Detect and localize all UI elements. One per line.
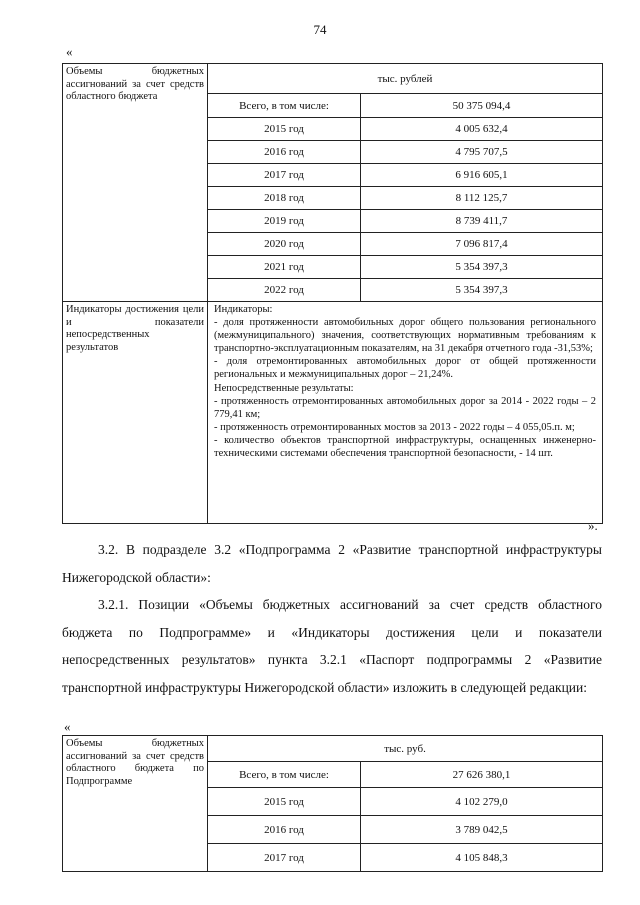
open-quote: « [66, 44, 73, 59]
value-cell: 5 354 397,3 [361, 279, 603, 302]
value-cell: 5 354 397,3 [361, 256, 603, 279]
indicators-label: Индикаторы достижения цели и показатели непосредственных результатов [63, 302, 208, 524]
value-cell: 4 795 707,5 [361, 141, 603, 164]
results-heading: Непосредственные результаты: [214, 382, 354, 394]
year-cell: 2015 год [208, 788, 361, 816]
subprogram-budget-label: Объемы бюджетных ассигнований за счет средств областного бюджета по Подпрограмме [63, 736, 208, 872]
year-cell: 2018 год [208, 187, 361, 210]
year-cell: Всего, в том числе: [208, 762, 361, 788]
indicators-heading: Индикаторы: [214, 304, 273, 315]
value-cell: 8 112 125,7 [361, 187, 603, 210]
value-cell: 27 626 380,1 [361, 762, 603, 788]
page-number: 74 [313, 22, 327, 37]
paragraph-3-2-1: 3.2.1. Позиции «Объемы бюджетных ассигнований за счет средств областного бюджета по Подпрограмме» и «Индикаторы достижения цели и показатели непосредственных результатов» пункта 3.2.1 «Паспорт подпрограммы 2 «Развитие транспортной инфраструктуры Нижегородской области» изложить в следующей редакции: [62, 597, 602, 695]
value-cell: 3 789 042,5 [361, 816, 603, 844]
value-cell: 4 005 632,4 [361, 118, 603, 141]
year-cell: 2020 год [208, 233, 361, 256]
budget-table [62, 63, 603, 524]
value-cell: 7 096 817,4 [361, 233, 603, 256]
year-cell: 2021 год [208, 256, 361, 279]
year-cell: Всего, в том числе: [208, 94, 361, 118]
subprogram-budget-table [62, 735, 603, 872]
subprogram-unit-header: тыс. руб. [208, 736, 603, 762]
year-cell: 2022 год [208, 279, 361, 302]
year-cell: 2015 год [208, 118, 361, 141]
value-cell: 50 375 094,4 [361, 94, 603, 118]
result-item: - протяженность отремонтированных мостов за 2013 - 2022 годы – 4 055,05.п. м; [214, 421, 575, 433]
year-cell: 2016 год [208, 141, 361, 164]
budget-unit-header: тыс. рублей [208, 64, 603, 94]
indicators-content [208, 302, 603, 524]
paragraph-3-2: 3.2. В подразделе 3.2 «Подпрограмма 2 «Развитие транспортной инфраструктуры Нижегородской области»: [62, 542, 602, 585]
open-quote-2: « [64, 719, 71, 734]
close-quote: ». [588, 518, 598, 533]
year-cell: 2016 год [208, 816, 361, 844]
value-cell: 6 916 605,1 [361, 164, 603, 187]
result-item: - протяженность отремонтированных автомобильных дорог за 2014 - 2022 годы – 2 779,41 км; [214, 395, 596, 420]
year-cell: 2019 год [208, 210, 361, 233]
value-cell: 8 739 411,7 [361, 210, 603, 233]
value-cell: 4 102 279,0 [361, 788, 603, 816]
result-item: - количество объектов транспортной инфраструктуры, оснащенных инженерно-техническими системами обеспечения транспортной безопасности, - 14 шт. [214, 434, 596, 460]
value-cell: 4 105 848,3 [361, 844, 603, 872]
year-cell: 2017 год [208, 164, 361, 187]
indicator-item: - доля отремонтированных автомобильных дорог от общей протяженности региональных и межмуниципальных дорог – 21,24%. [214, 356, 596, 381]
year-cell: 2017 год [208, 844, 361, 872]
budget-label: Объемы бюджетных ассигнований за счет средств областного бюджета [63, 64, 208, 302]
indicator-item: - доля протяженности автомобильных дорог общего пользования регионального (межмуниципального) значения, соответствующих нормативным требованиям к транспортно-эксплуатационным показателям, на 31 декабря отчетного года -31,53%; [214, 317, 596, 355]
